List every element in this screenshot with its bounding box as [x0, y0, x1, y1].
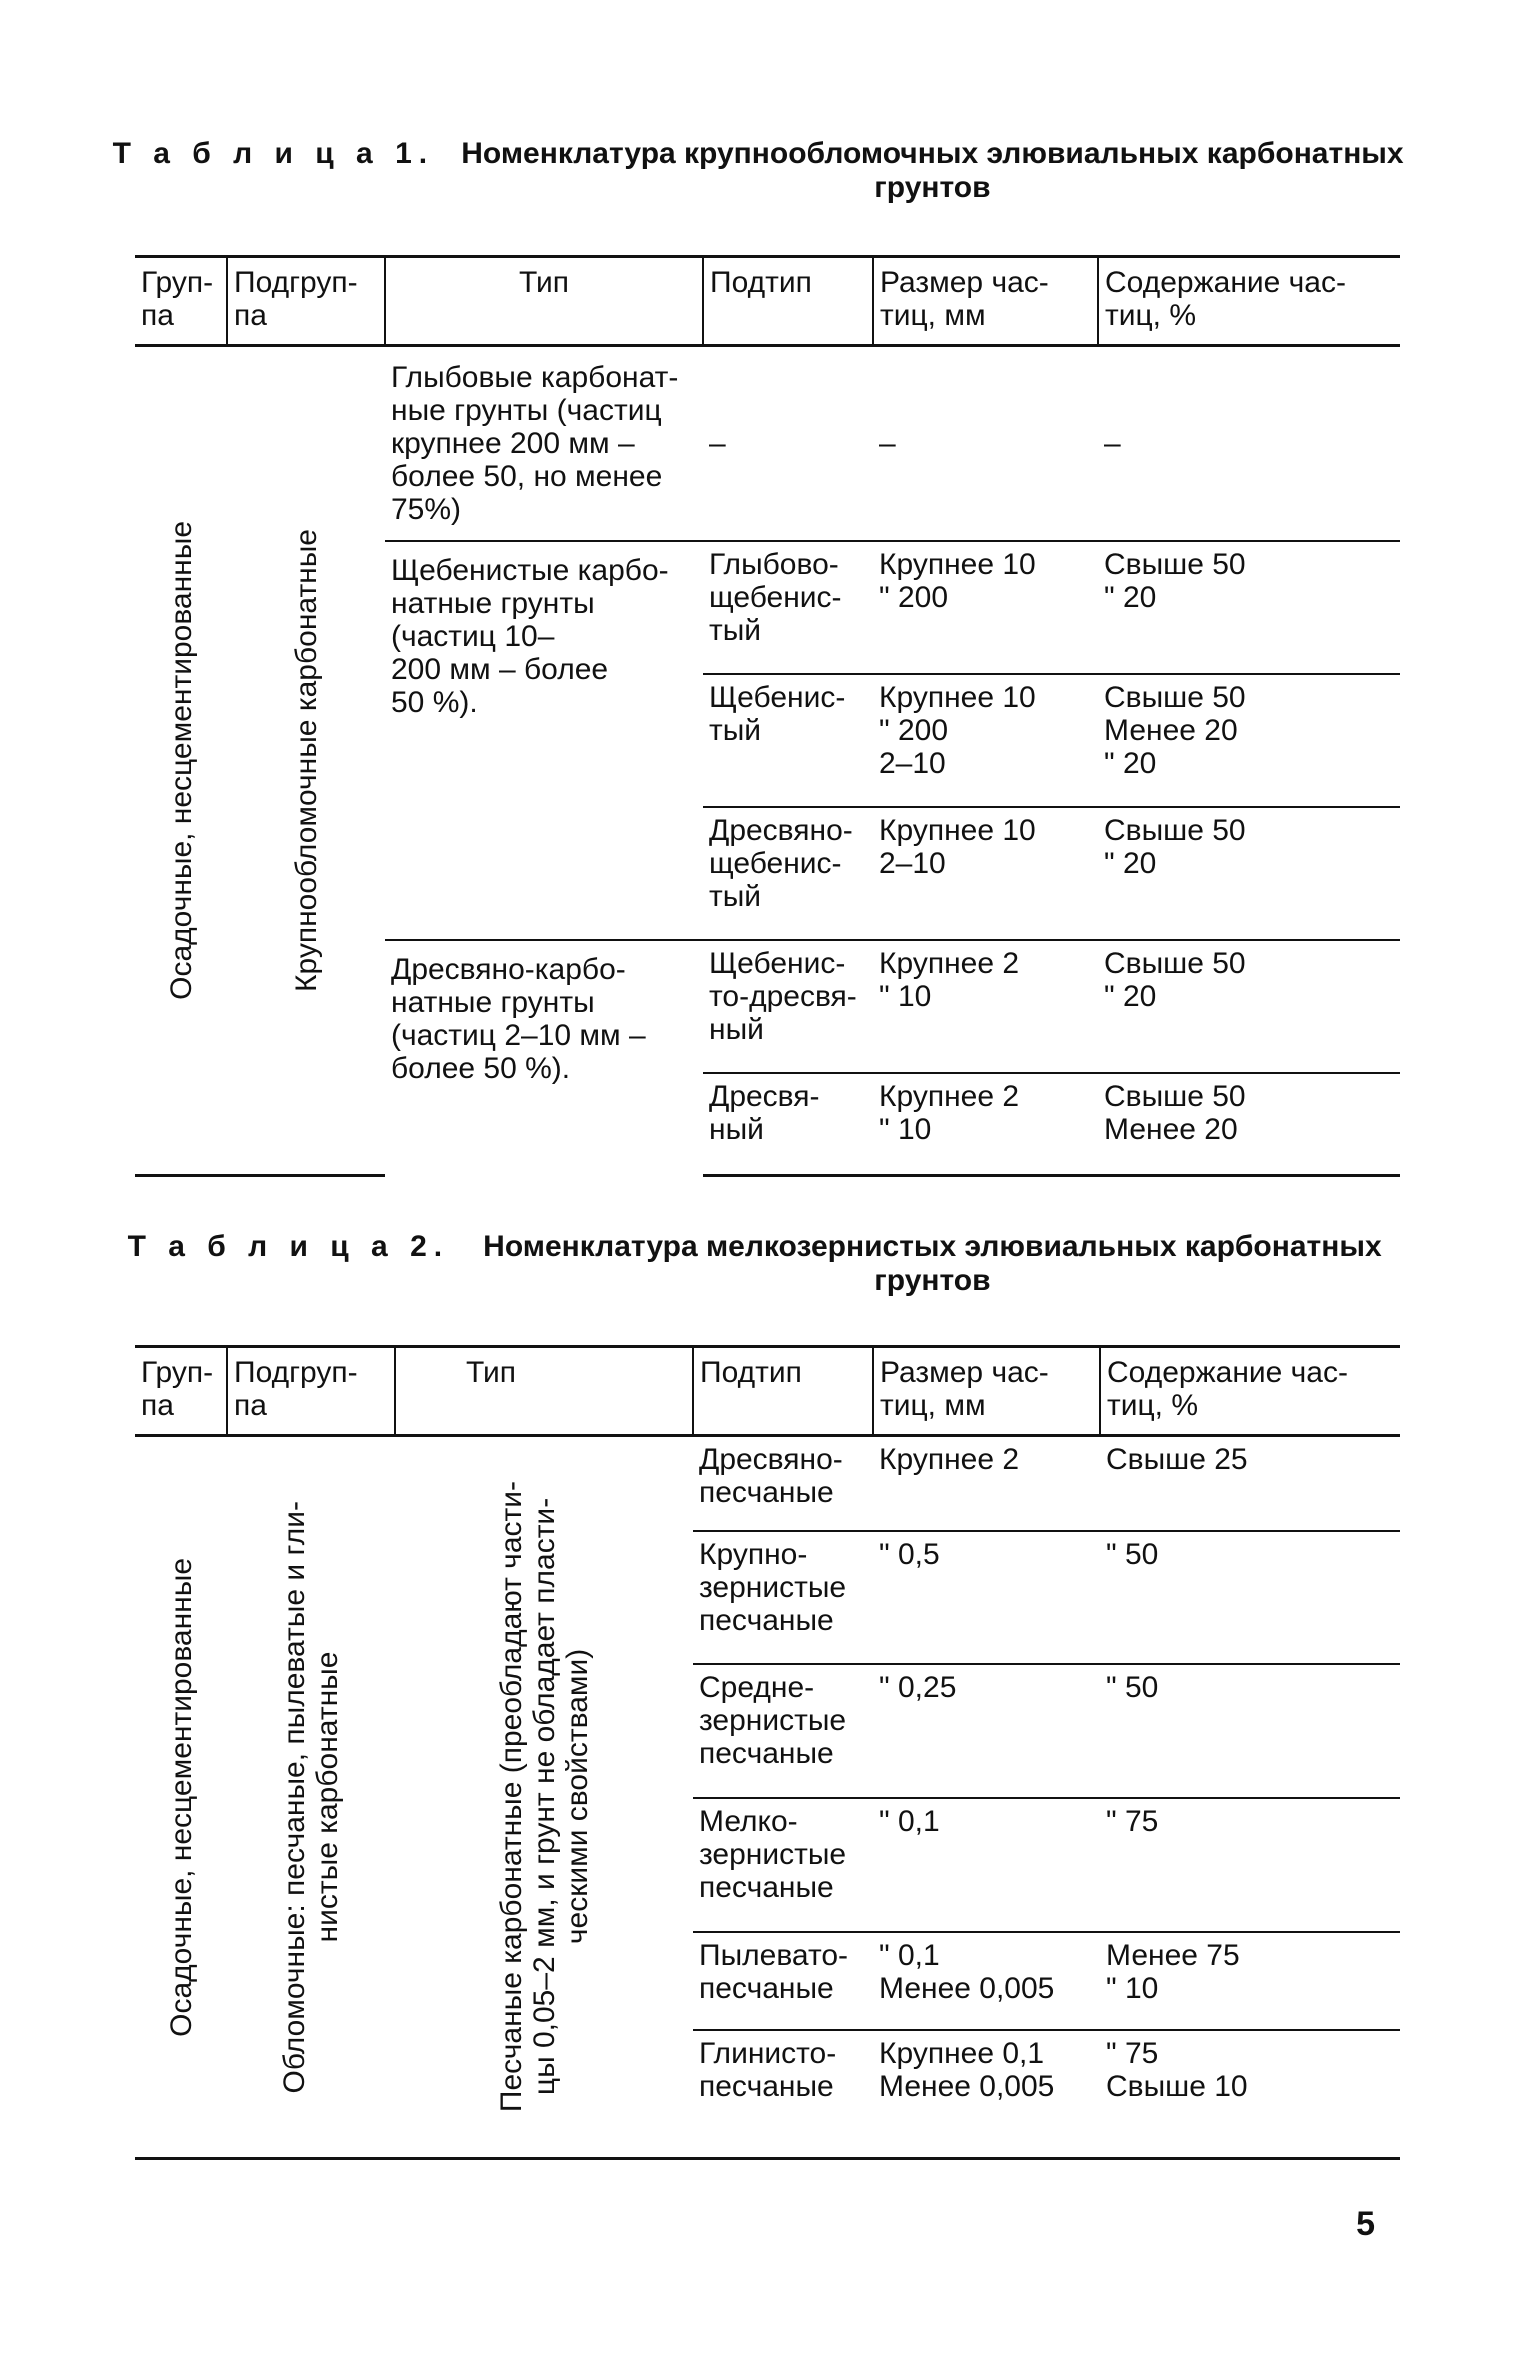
table2-content: " 50: [1100, 1531, 1400, 1665]
table1-subgroup-cell: [227, 346, 385, 1176]
table1-content: Свыше 50 " 20: [1098, 807, 1400, 940]
table1-header-subtype: Подтип: [703, 257, 873, 346]
table2-subtype: Мелко- зернистые песчаные: [693, 1798, 873, 1932]
table2-header-row: [135, 1347, 1400, 1436]
table1-content: Свыше 50 " 20: [1098, 940, 1400, 1073]
table1-caption: [0, 137, 1535, 205]
table2-header-content: Содержание час- тиц, %: [1100, 1347, 1400, 1436]
table1-subtype: Глыбово- щебенис- тый: [703, 541, 873, 674]
table2-header-type: Тип: [395, 1347, 693, 1436]
table1-dash-content: –: [1104, 426, 1121, 460]
table1-caption-text: Номенклатура крупнообломочных элювиальных карбонатных грунтов: [461, 137, 1404, 204]
table2-content: " 50: [1100, 1664, 1400, 1798]
table1-header-row: [135, 257, 1400, 346]
table1-content: Свыше 50 " 20: [1098, 541, 1400, 674]
table2-subtype: Глинисто- песчаные: [693, 2030, 873, 2159]
table1-size: Крупнее 2 " 10: [873, 940, 1098, 1073]
table1-caption-label: Т а б л и ц а 1.: [112, 137, 435, 170]
table2-header-group: Груп- па: [135, 1347, 227, 1436]
table2-size: Крупнее 2: [879, 1443, 1020, 1476]
table2-content: Менее 75 " 10: [1100, 1932, 1400, 2030]
table2-content: Свыше 25: [1106, 1443, 1248, 1476]
table-row: [135, 346, 1400, 541]
table1-type-block: Глыбовые карбонат- ные грунты (частиц крупнее 200 мм – более 50, но менее 75%): [391, 361, 679, 526]
table2-header-size: Размер час- тиц, мм: [873, 1347, 1100, 1436]
table2-group-label: Осадочные, несцементированные: [164, 1557, 198, 2037]
table1-dash-size: –: [879, 426, 896, 460]
table2-content: " 75: [1100, 1798, 1400, 1932]
table2-size: " 0,1 Менее 0,005: [873, 1932, 1100, 2030]
table1-header-type: Тип: [385, 257, 703, 346]
table2-subtype: Дресвяно- песчаные: [699, 1443, 843, 1509]
table2-subtype: Средне- зернистые песчаные: [693, 1664, 873, 1798]
table1-type-gravel: Дресвяно-карбо- натные грунты (частиц 2–10 мм – более 50 %).: [385, 940, 703, 1176]
table1: [135, 255, 1400, 1177]
table1-group-cell: [135, 346, 227, 1176]
table1-subtype: Щебенис- то-дресвя- ный: [703, 940, 873, 1073]
table1-dash-subtype: –: [709, 426, 726, 460]
table1-header-content: Содержание час- тиц, %: [1098, 257, 1400, 346]
table2-header-subtype: Подтип: [693, 1347, 873, 1436]
table1-subtype: Щебенис- тый: [703, 674, 873, 807]
table1-size: Крупнее 10 " 200: [873, 541, 1098, 674]
table1-size: Крупнее 2 " 10: [873, 1073, 1098, 1176]
table2-content: " 75 Свыше 10: [1100, 2030, 1400, 2159]
table1-group-label: Осадочные, несцементированные: [164, 521, 198, 1000]
table1-header-size: Размер час- тиц, мм: [873, 257, 1098, 346]
table2-size: Крупнее 0,1 Менее 0,005: [873, 2030, 1100, 2159]
table2-caption: [0, 1230, 1535, 1298]
table2-subtype: Крупно- зернистые песчаные: [693, 1531, 873, 1665]
table2-caption-text: Номенклатура мелкозернистых элювиальных карбонатных грунтов: [483, 1230, 1382, 1297]
table1-subgroup-label: Крупнообломочные карбонатные: [289, 529, 323, 992]
table2-subgroup-label: Обломочные: песчаные, пылеватые и гли- нистые карбонатные: [278, 1500, 344, 2094]
table1-header-group: Груп- па: [135, 257, 227, 346]
table-row: [135, 1436, 1400, 1531]
table2-subgroup-cell: [227, 1436, 395, 2159]
table1-type-crushed-stone: Щебенистые карбо- натные грунты (частиц 10– 200 мм – более 50 %).: [385, 541, 703, 940]
table1-header-subgroup: Подгруп- па: [227, 257, 385, 346]
table2-subtype: Пылевато- песчаные: [693, 1932, 873, 2030]
table2-header-subgroup: Подгруп- па: [227, 1347, 395, 1436]
table1-subtype: Дресвяно- щебенис- тый: [703, 807, 873, 940]
table2: [135, 1345, 1400, 2160]
table2-size: " 0,5: [873, 1531, 1100, 1665]
page-number: 5: [1356, 2205, 1375, 2243]
table1-subtype: Дресвя- ный: [703, 1073, 873, 1176]
table1-content: Свыше 50 Менее 20 " 20: [1098, 674, 1400, 807]
table1-size: Крупнее 10 " 200 2–10: [873, 674, 1098, 807]
table2-caption-label: Т а б л и ц а 2.: [127, 1230, 450, 1263]
table2-size: " 0,1: [873, 1798, 1100, 1932]
table2-type-label: Песчаные карбонатные (преобладают части- цы 0,05–2 мм, и грунт не обладает пласти- ческими свойствами): [494, 1481, 594, 2113]
table1-size: Крупнее 10 2–10: [873, 807, 1098, 940]
table2-type-cell: [395, 1436, 693, 2159]
table2-group-cell: [135, 1436, 227, 2159]
table2-size: " 0,25: [873, 1664, 1100, 1798]
table1-content: Свыше 50 Менее 20: [1098, 1073, 1400, 1176]
